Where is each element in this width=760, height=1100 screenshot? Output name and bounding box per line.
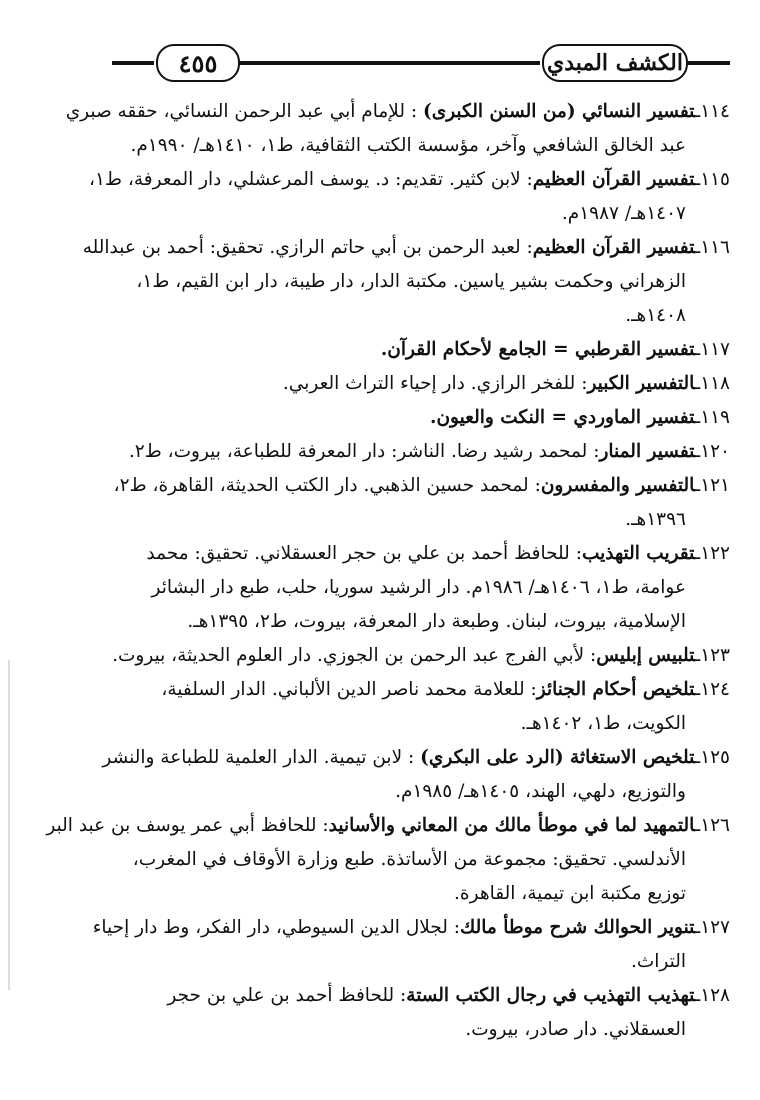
entry-continuation: ١٣٩٦هـ. <box>625 509 686 530</box>
entry-title: التمهيد لما في موطأ مالك من المعاني والأسانيد <box>328 815 695 836</box>
bibliography-entry <box>30 809 730 911</box>
margin-line <box>8 660 10 990</box>
entry-separator: : <box>404 101 423 122</box>
entry-number: ١١٨ <box>700 373 730 394</box>
entry-separator: : <box>587 441 600 462</box>
entry-number: ١١٤ <box>700 101 730 122</box>
entry-separator: : <box>528 475 541 496</box>
entry-title: تنوير الحوالك شرح موطأ مالك <box>460 917 695 938</box>
entry-first-line: ١١٩ـتفسير الماوردي = النكت والعيون. <box>430 407 730 428</box>
entry-title: تلخيص الاستغاثة (الرد على البكري) <box>420 747 695 768</box>
entry-title: تفسير القرطبي = الجامع لأحكام القرآن. <box>380 339 695 360</box>
entry-text: لأبي الفرج عبد الرحمن بن الجوزي. دار العلوم الحديثة، بيروت. <box>112 645 585 666</box>
entry-title: تقريب التهذيب <box>581 543 695 564</box>
bibliography-entry <box>30 673 730 741</box>
entry-separator: : <box>447 917 461 938</box>
entry-continuation: الزهراني وحكمت بشير ياسين. مكتبة الدار، دار طيبة، دار ابن القيم، ط١، <box>136 271 686 292</box>
bibliography-entry <box>30 367 730 401</box>
entry-number: ١٢٧ <box>700 917 730 938</box>
entry-number: ١٢٥ <box>700 747 730 768</box>
entry-title: التفسير الكبير <box>587 373 695 394</box>
entry-continuation: عوامة، ط١، ١٤٠٦هـ/ ١٩٨٦م. دار الرشيد سوريا، حلب، طبع دار البشائر <box>151 577 686 598</box>
entry-number: ١٢٠ <box>700 441 730 462</box>
bibliography-entry <box>30 741 730 809</box>
entry-title: تلبيس إبليس <box>596 645 695 666</box>
bibliography-entry <box>30 911 730 979</box>
entry-separator: : <box>520 169 533 190</box>
entry-first-line: ١٢٤ـتلخيص أحكام الجنائز: للعلامة محمد ناصر الدين الألباني. الدار السلفية، <box>161 679 730 700</box>
entry-title: التفسير والمفسرون <box>540 475 695 496</box>
entry-continuation: الكويت، ط١، ١٤٠٢هـ. <box>520 713 686 734</box>
entry-text: للحافظ أبي عمر يوسف بن عبد البر <box>46 815 317 836</box>
bibliography-entry <box>30 537 730 639</box>
bibliography-entry <box>30 435 730 469</box>
entry-number: ١١٦ <box>700 237 730 258</box>
entry-number: ١٢٤ <box>700 679 730 700</box>
entry-continuation: توزيع مكتبة ابن تيمية، القاهرة. <box>454 883 686 904</box>
entry-continuation: الإسلامية، بيروت، لبنان. وطبعة دار المعرفة، بيروت، ط٢، ١٣٩٥هـ. <box>187 611 686 632</box>
entry-separator: : <box>316 815 329 836</box>
entry-separator: : <box>584 645 597 666</box>
entry-text: لعبد الرحمن بن أبي حاتم الرازي. تحقيق: أحمد بن عبدالله <box>82 237 521 258</box>
bibliography-entry <box>30 401 730 435</box>
entry-continuation: والتوزيع، دلهي، الهند، ١٤٠٥هـ/ ١٩٨٥م. <box>395 781 686 802</box>
entry-number: ١١٧ <box>700 339 730 360</box>
entry-first-line: ١٢٧ـتنوير الحوالك شرح موطأ مالك: لجلال الدين السيوطي، دار الفكر، وط دار إحياء <box>92 917 730 938</box>
entry-text: للفخر الرازي. دار إحياء التراث العربي. <box>282 373 576 394</box>
entry-first-line: ١١٤ـتفسير النسائي (من السنن الكبرى) : للإمام أبي عبد الرحمن النسائي، حققه صبري <box>65 101 730 122</box>
entry-text: لمحمد حسين الذهبي. دار الكتب الحديثة، القاهرة، ط٢، <box>113 475 529 496</box>
entry-text: للحافظ أحمد بن علي بن حجر <box>167 985 395 1006</box>
entry-separator: : <box>394 985 407 1006</box>
entry-first-line: ١١٧ـتفسير القرطبي = الجامع لأحكام القرآن. <box>380 339 730 360</box>
entry-first-line: ١٢١ـالتفسير والمفسرون: لمحمد حسين الذهبي. دار الكتب الحديثة، القاهرة، ط٢، <box>113 475 730 496</box>
entry-number: ١١٥ <box>700 169 730 190</box>
bibliography-entry <box>30 469 730 537</box>
entry-number: ١٢٦ <box>700 815 730 836</box>
entry-first-line: ١٢٣ـتلبيس إبليس: لأبي الفرج عبد الرحمن بن الجوزي. دار العلوم الحديثة، بيروت. <box>112 645 730 666</box>
bibliography-entry <box>30 95 730 163</box>
entry-text: للإمام أبي عبد الرحمن النسائي، حققه صبري <box>65 101 405 122</box>
entry-separator: : <box>402 747 421 768</box>
entry-title: تلخيص أحكام الجنائز <box>536 679 695 700</box>
entry-title: تهذيب التهذيب في رجال الكتب الستة <box>406 985 695 1006</box>
entry-first-line: ١١٦ـتفسير القرآن العظيم: لعبد الرحمن بن أبي حاتم الرازي. تحقيق: أحمد بن عبدالله <box>82 237 730 258</box>
entry-first-line: ١٢٥ـتلخيص الاستغاثة (الرد على البكري) : لابن تيمية. الدار العلمية للطباعة والنشر <box>102 747 730 768</box>
bibliography-entry <box>30 639 730 673</box>
entry-number: ١٢١ <box>700 475 730 496</box>
entry-text: لابن تيمية. الدار العلمية للطباعة والنشر <box>102 747 403 768</box>
bibliography-entry <box>30 163 730 231</box>
entry-continuation: ١٤٠٨هـ. <box>625 305 686 326</box>
bibliography-list <box>30 95 730 1047</box>
page-header <box>0 38 760 88</box>
entry-first-line: ١١٥ـتفسير القرآن العظيم: لابن كثير. تقديم: د. يوسف المرعشلي، دار المعرفة، ط١، <box>88 169 730 190</box>
entry-text: لابن كثير. تقديم: د. يوسف المرعشلي، دار المعرفة، ط١، <box>88 169 521 190</box>
entry-number: ١٢٢ <box>700 543 730 564</box>
entry-text: لجلال الدين السيوطي، دار الفكر، وط دار إحياء <box>92 917 448 938</box>
entry-number: ١١٩ <box>700 407 730 428</box>
page-number: ٤٥٥ <box>156 44 240 82</box>
entry-title: تفسير الماوردي = النكت والعيون. <box>430 407 695 428</box>
entry-continuation: التراث. <box>630 951 686 972</box>
entry-first-line: ١٢٦ـالتمهيد لما في موطأ مالك من المعاني والأسانيد: للحافظ أبي عمر يوسف بن عبد البر <box>46 815 730 836</box>
entry-separator: : <box>575 373 588 394</box>
entry-text: للعلامة محمد ناصر الدين الألباني. الدار السلفية، <box>161 679 525 700</box>
entry-text: للحافظ أحمد بن علي بن حجر العسقلاني. تحقيق: محمد <box>146 543 570 564</box>
entry-first-line: ١٢٠ـتفسير المنار: لمحمد رشيد رضا. الناشر: دار المعرفة للطباعة، بيروت، ط٢. <box>128 441 730 462</box>
header-rule <box>238 61 540 65</box>
entry-continuation: العسقلاني. دار صادر، بيروت. <box>465 1019 686 1040</box>
entry-text: لمحمد رشيد رضا. الناشر: دار المعرفة للطباعة، بيروت، ط٢. <box>128 441 588 462</box>
entry-number: ١٢٨ <box>700 985 730 1006</box>
entry-title: تفسير النسائي (من السنن الكبرى) <box>422 101 695 122</box>
entry-first-line: ١٢٨ـتهذيب التهذيب في رجال الكتب الستة: للحافظ أحمد بن علي بن حجر <box>167 985 730 1006</box>
entry-separator: : <box>520 237 533 258</box>
entry-separator: : <box>524 679 537 700</box>
bibliography-entry <box>30 231 730 333</box>
entry-continuation: عبد الخالق الشافعي وآخر، مؤسسة الكتب الثقافية، ط١، ١٤١٠هـ/ ١٩٩٠م. <box>130 135 686 156</box>
entry-first-line: ١١٨ـالتفسير الكبير: للفخر الرازي. دار إحياء التراث العربي. <box>282 373 730 394</box>
entry-title: تفسير القرآن العظيم <box>532 237 695 258</box>
entry-title: تفسير المنار <box>599 441 695 462</box>
entry-first-line: ١٢٢ـتقريب التهذيب: للحافظ أحمد بن علي بن حجر العسقلاني. تحقيق: محمد <box>146 543 730 564</box>
bibliography-entry <box>30 333 730 367</box>
entry-title: تفسير القرآن العظيم <box>532 169 695 190</box>
entry-continuation: ١٤٠٧هـ/ ١٩٨٧م. <box>561 203 686 224</box>
book-title: الكشف المبدي <box>542 44 688 82</box>
entry-continuation: الأندلسي. تحقيق: مجموعة من الأساتذة. طبع وزارة الأوقاف في المغرب، <box>132 849 686 870</box>
header-rule <box>112 61 154 65</box>
entry-separator: : <box>569 543 582 564</box>
bibliography-entry <box>30 979 730 1047</box>
header-rule <box>686 61 730 65</box>
entry-number: ١٢٣ <box>700 645 730 666</box>
